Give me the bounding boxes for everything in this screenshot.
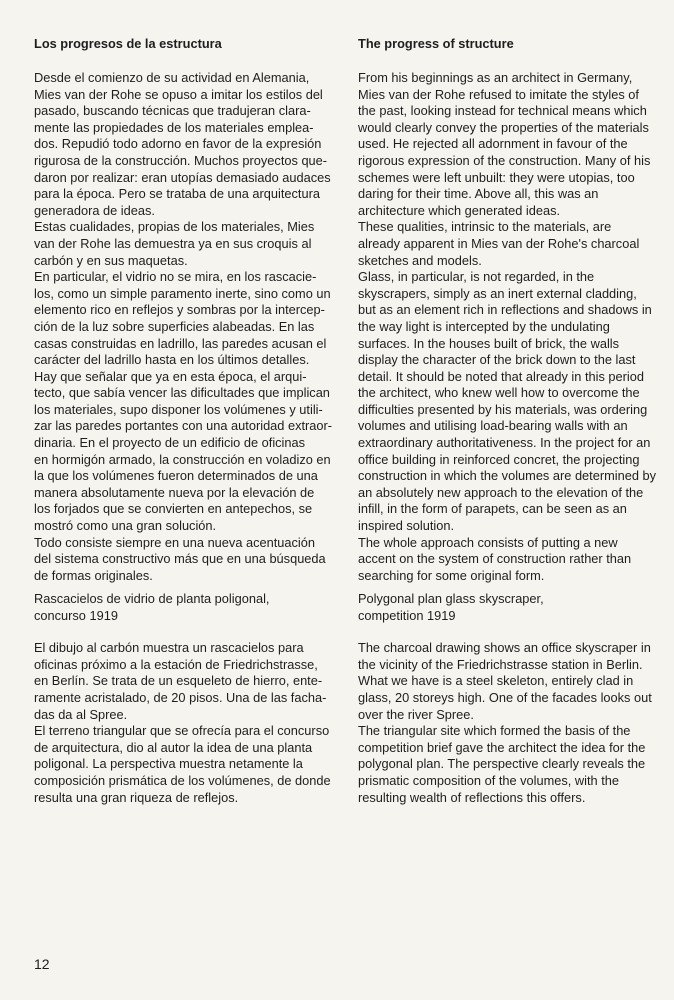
text-line: Glass, in particular, is not regarded, in the <box>358 269 595 285</box>
text-line: Rascacielos de vidrio de planta poligonal, <box>34 591 270 606</box>
text-line: resulting wealth of reflections this offers. <box>358 789 586 805</box>
text-line: Todo consiste siempre en una nueva acentuación <box>34 534 316 550</box>
text-line: Hay que señalar que ya en esta época, el arqui- <box>34 368 307 384</box>
text-line: composición prismática de los volúmenes, de donde <box>34 772 331 788</box>
text-line: ramente acristalado, de 20 pisos. Una de las facha- <box>34 689 327 705</box>
text-line: El dibujo al carbón muestra un rascacielos para <box>34 640 304 656</box>
text-line: polygonal plan. The perspective clearly reveals the <box>358 756 646 772</box>
english-caption-title <box>358 591 654 624</box>
text-line: concurso 1919 <box>34 607 118 623</box>
text-line: la que los volúmenes fueron determinados de una <box>34 468 318 484</box>
spanish-section-title: Los progresos de la estructura <box>34 36 222 51</box>
text-line: difficulties presented by his materials, was ordering <box>358 401 648 417</box>
text-line: searching for some original form. <box>358 567 545 583</box>
text-line: los forjados que se convierten en antepechos, se <box>34 501 313 517</box>
text-line: competition 1919 <box>358 607 456 623</box>
text-line: El terreno triangular que se ofrecía para el concurso <box>34 723 330 739</box>
text-line: zar las paredes portantes con una autoridad extraor- <box>34 418 333 434</box>
text-line: prismatic composition of the volumes, with the <box>358 772 620 788</box>
text-line: de formas originales. <box>34 567 153 583</box>
text-line: office building in reinforced concret, the projecting <box>358 451 640 467</box>
text-line: extraordinary authoritativeness. In the project for an <box>358 435 651 451</box>
text-line: construction in which the volumes are determined by <box>358 468 657 484</box>
text-line: volumes and utilising load-bearing walls with an <box>358 418 628 434</box>
text-line: but as an element rich in reflections and shadows in <box>358 302 652 318</box>
text-line: Estas cualidades, propias de los materiales, Mies <box>34 219 315 235</box>
text-line: an absolutely new approach to the elevation of the <box>358 484 644 500</box>
text-line: detail. It should be noted that already in this period <box>358 368 644 384</box>
text-line: dinaria. En el proyecto de un edificio de oficinas <box>34 435 306 451</box>
text-line: carbón y en sus maquetas. <box>34 252 188 268</box>
text-line: skyscrapers, simply as an inert external cladding, <box>358 285 637 301</box>
text-line: pasado, buscando técnicas que tradujeran clara- <box>34 103 311 119</box>
text-line: Mies van der Rohe se opuso a imitar los estilos del <box>34 86 323 102</box>
text-line: das da al Spree. <box>34 706 128 722</box>
text-line: the architect, who knew well how to overcome the <box>358 385 640 401</box>
text-line: the vicinity of the Friedrichstrasse station in Berlin. <box>358 656 643 672</box>
text-line: en hormigón armado, la construcción en voladizo en <box>34 451 331 467</box>
text-line: competition brief gave the architect the idea for the <box>358 739 646 755</box>
text-line: The charcoal drawing shows an office skyscraper in <box>358 640 651 656</box>
text-line: casas construidas en ladrillo, las paredes acusan el <box>34 335 327 351</box>
english-section <box>358 36 657 584</box>
text-line: ción de la luz sobre superficies alabeadas. En las <box>34 318 315 334</box>
text-line: mostró como una gran solución. <box>34 518 217 534</box>
text-line: would clearly convey the properties of the materials <box>358 119 649 135</box>
spanish-caption-title <box>34 591 330 624</box>
text-line: sketches and models. <box>358 252 482 268</box>
text-line: used. He rejected all adornment in favour of the <box>358 136 628 152</box>
text-line: oficinas próximo a la estación de Friedrichstrasse, <box>34 656 318 672</box>
text-line: glass, 20 storeys high. One of the facades looks out <box>358 689 652 705</box>
text-line: elemento rico en reflejos y sombras por la intercep- <box>34 302 325 318</box>
page-number: 12 <box>34 956 50 972</box>
text-line: Polygonal plan glass skyscraper, <box>358 591 544 606</box>
text-line: The triangular site which formed the basis of the <box>358 723 631 739</box>
text-line: manera absolutamente nueva por la elevación de <box>34 484 315 500</box>
text-line: The whole approach consists of putting a new <box>358 534 618 550</box>
text-line: Mies van der Rohe refused to imitate the styles of <box>358 86 639 102</box>
spanish-caption-body <box>34 640 330 806</box>
text-line: display the character of the brick down to the last <box>358 352 636 368</box>
spanish-section-body <box>34 70 333 584</box>
text-line: en Berlín. Se trata de un esqueleto de hierro, ente- <box>34 673 323 689</box>
text-line: dos. Repudió todo adorno en favor de la expresión <box>34 136 322 152</box>
text-line: These qualities, intrinsic to the materials, are <box>358 219 612 235</box>
text-line: already apparent in Mies van der Rohe's charcoal <box>358 235 640 251</box>
text-line: over the river Spree. <box>358 706 474 722</box>
text-line: architecture which generated ideas. <box>358 202 561 218</box>
text-line: de arquitectura, dio al autor la idea de una planta <box>34 739 313 755</box>
english-section-title: The progress of structure <box>358 36 514 51</box>
text-line: del sistema constructivo más que en una búsqueda <box>34 551 326 567</box>
text-line: daring for their time. Above all, this was an <box>358 186 599 202</box>
text-line: From his beginnings as an architect in Germany, <box>358 70 633 85</box>
text-line: schemes were left unbuilt: they were utopias, too <box>358 169 635 185</box>
text-line: para la época. Pero se trataba de una arquitectura <box>34 186 320 202</box>
text-line: rigurosa de la construcción. Muchos proyectos que- <box>34 152 328 168</box>
english-caption-section <box>358 591 654 806</box>
english-caption-body <box>358 640 654 806</box>
text-line: inspired solution. <box>358 518 455 534</box>
text-line: rigorous expression of the construction. Many of his <box>358 152 651 168</box>
text-line: los materiales, supo disponer los volúmenes y utili- <box>34 401 323 417</box>
text-line: resulta una gran riqueza de reflejos. <box>34 789 239 805</box>
text-line: What we have is a steel skeleton, entirely clad in <box>358 673 634 689</box>
spanish-caption-section <box>34 591 330 806</box>
text-line: poligonal. La perspectiva muestra netamente la <box>34 756 303 772</box>
text-line: generadora de ideas. <box>34 202 155 218</box>
text-line: van der Rohe las demuestra ya en sus croquis al <box>34 235 312 251</box>
text-line: the way light is intercepted by the undulating <box>358 318 610 334</box>
text-line: En particular, el vidrio no se mira, en los rascacie- <box>34 269 317 285</box>
text-line: accent on the system of construction rather than <box>358 551 632 567</box>
text-line: carácter del ladrillo hasta en los últimos detalles. <box>34 352 310 368</box>
spanish-section <box>34 36 333 584</box>
text-line: daron por realizar: eran utopías demasiado audaces <box>34 169 331 185</box>
text-line: infill, in the form of parapets, can be seen as an <box>358 501 627 517</box>
text-line: Desde el comienzo de su actividad en Alemania, <box>34 70 310 85</box>
text-line: mente las propiedades de los materiales emplea- <box>34 119 314 135</box>
text-line: the past, looking instead for technical means which <box>358 103 647 119</box>
text-line: los, como un simple paramento inerte, sino como un <box>34 285 331 301</box>
text-line: surfaces. In the houses built of brick, the walls <box>358 335 620 351</box>
text-line: tecto, que sabía vencer las dificultades que implican <box>34 385 330 401</box>
english-section-body <box>358 70 657 584</box>
